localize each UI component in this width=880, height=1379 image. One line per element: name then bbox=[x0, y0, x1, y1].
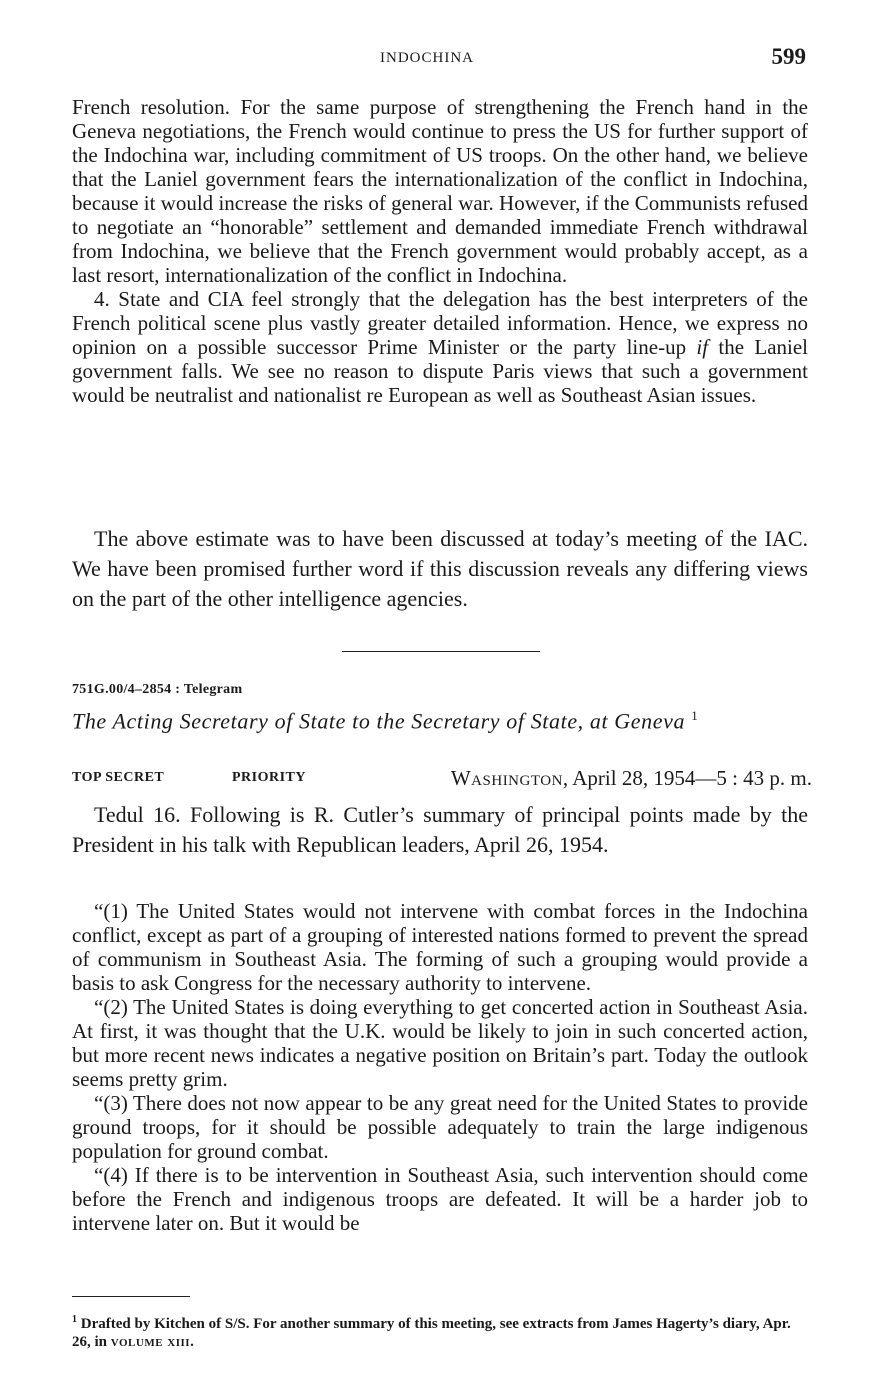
continued-text bbox=[72, 95, 808, 407]
footnote-text-start: Drafted by Kitchen of S/S. For another summary of this meeting, see extracts from James Hagerty’s diary, Apr. 26, in bbox=[72, 1316, 791, 1350]
document-title bbox=[72, 708, 812, 734]
summary-point: “(1) The United States would not intervene with combat forces in the Indochina conflict, except as part of a grouping of interested nations formed to prevent the spread of communism in Southeast Asia. The forming of such a grouping would provide a basis to ask Congress for the necessary authority to intervene. bbox=[72, 899, 808, 995]
numbered-paragraph-4 bbox=[72, 287, 808, 407]
dateline bbox=[451, 766, 812, 791]
footnote bbox=[72, 1311, 812, 1351]
running-title: INDOCHINA bbox=[380, 50, 474, 66]
footnote-marker: 1 bbox=[691, 708, 699, 723]
file-reference: 751G.00/4–2854 : Telegram bbox=[72, 682, 243, 697]
summary-point: “(4) If there is to be intervention in Southeast Asia, such intervention should come before the French and indigenous troops are defeated. It will be a harder job to intervene later on. But it would be bbox=[72, 1163, 808, 1235]
closing-section bbox=[72, 524, 808, 614]
paragraph-4-text-start: 4. State and CIA feel strongly that the delegation has the best interpreters of the French political scene plus vastly greater detailed information. Hence, we express no opinion on a possible successor Prime Minister or the party line-up bbox=[72, 287, 808, 359]
emphasized-word: if bbox=[696, 335, 709, 359]
continued-paragraph: French resolution. For the same purpose of strengthening the French hand in the Geneva negotiations, the French would continue to press the US for further support of the Indochina war, including commitment of US troops. On the other hand, we believe that the Laniel government fears the internationalization of the conflict in Indochina, because it would increase the risks of general war. However, if the Communists refused to negotiate an “honorable” settlement and demanded immediate French withdrawal from Indochina, we believe that the French government would probably accept, as a last resort, internationalization of the conflict in Indochina. bbox=[72, 95, 808, 287]
telegram-intro bbox=[72, 800, 808, 860]
summary-point: “(2) The United States is doing everything to get concerted action in Southeast Asia. At first, it was thought that the U.K. would be likely to join in such concerted action, but more recent news indicates a negative position on Britain’s part. Today the outlook seems pretty grim. bbox=[72, 995, 808, 1091]
classification: TOP SECRET bbox=[72, 770, 165, 785]
paragraph-4-text-end: the Laniel government falls. We see no reason to dispute Paris views that such a government would be neutralist and nationalist re European as well as Southeast Asian issues. bbox=[72, 335, 809, 407]
summary-points bbox=[72, 899, 808, 1235]
footnote-volume: volume xiii bbox=[110, 1334, 191, 1350]
closing-paragraph: The above estimate was to have been discussed at today’s meeting of the IAC. We have been promised further word if this discussion reveals any differing views on the part of the other intelligence agencies. bbox=[72, 526, 808, 611]
dateline-place: Washington bbox=[450, 766, 563, 790]
footnote-divider bbox=[72, 1296, 190, 1297]
footnote-number: 1 bbox=[72, 1314, 77, 1325]
dateline-date: , April 28, 1954—5 : 43 p. m. bbox=[562, 766, 812, 790]
page-number: 599 bbox=[771, 44, 806, 69]
footnote-text-end: . bbox=[190, 1334, 194, 1350]
document-title-text: The Acting Secretary of State to the Secretary of State, at Geneva bbox=[72, 708, 686, 734]
classification-line bbox=[72, 766, 812, 792]
intro-paragraph: Tedul 16. Following is R. Cutler’s summary of principal points made by the President in his talk with Republican leaders, April 26, 1954. bbox=[72, 802, 808, 857]
precedence: PRIORITY bbox=[232, 770, 307, 785]
summary-point: “(3) There does not now appear to be any great need for the United States to provide ground troops, for it should be possible adequately to train the large indigenous population for ground combat. bbox=[72, 1091, 808, 1163]
section-divider bbox=[342, 651, 540, 652]
